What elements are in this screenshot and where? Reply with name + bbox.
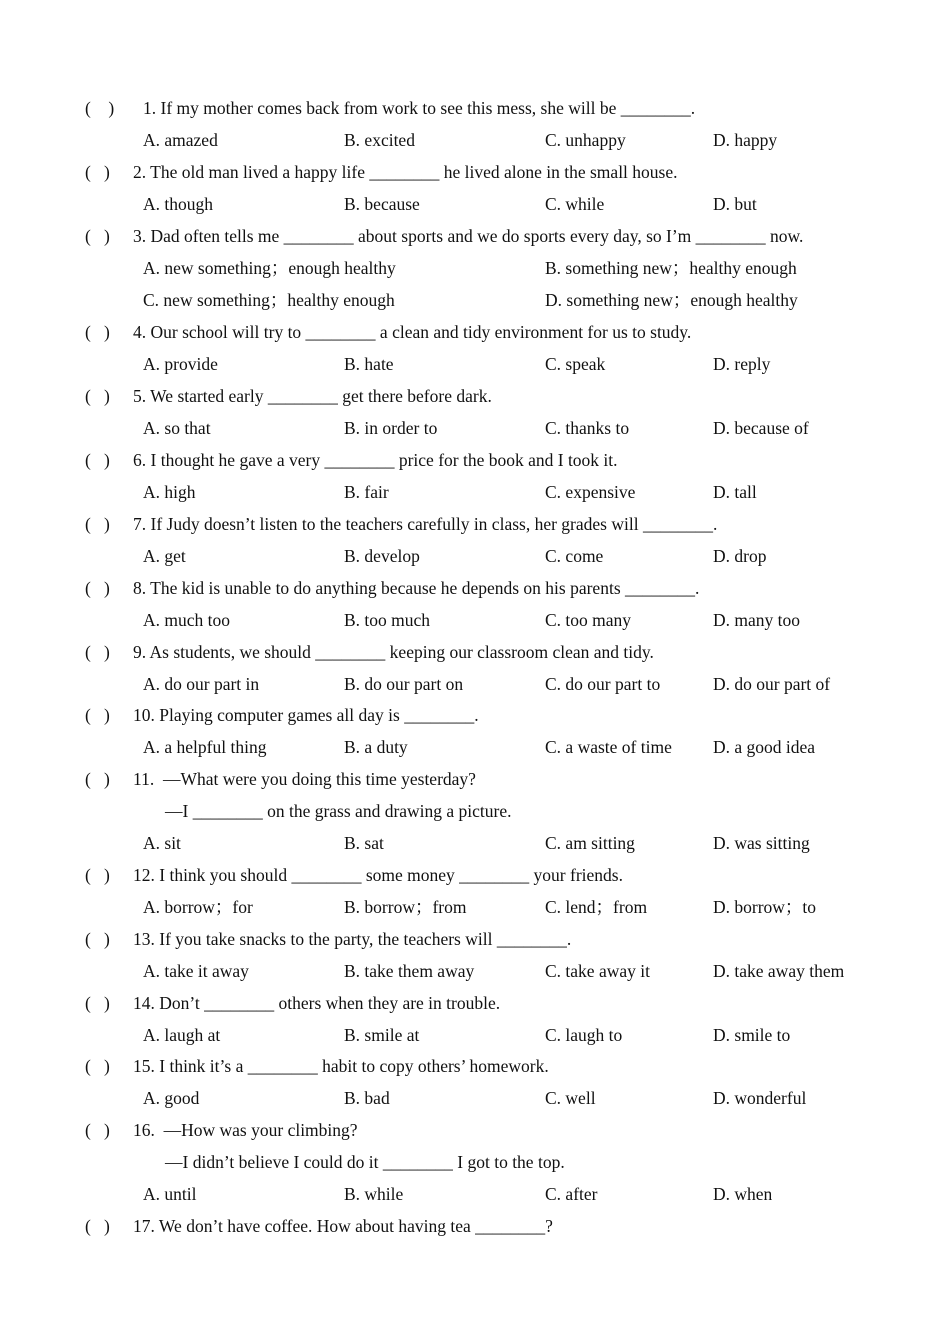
option-d: D. was sitting — [713, 833, 810, 853]
option-b: B. something new；healthy enough — [545, 258, 797, 278]
option-a: A. so that — [143, 418, 211, 438]
question-stem: 4. Our school will try to ________ a clean and tidy environment for us to study. — [133, 322, 692, 342]
option-c: C. after — [545, 1184, 598, 1204]
question-stem: 12. I think you should ________ some money ________ your friends. — [133, 865, 623, 885]
question-stem: 7. If Judy doesn’t listen to the teachers carefully in class, her grades will ________. — [133, 514, 718, 534]
answer-blank: ( ) — [85, 929, 110, 949]
option-b: B. take them away — [344, 961, 475, 981]
option-b: B. smile at — [344, 1025, 420, 1045]
option-d: D. smile to — [713, 1025, 791, 1045]
option-d: D. borrow；to — [713, 897, 817, 917]
question-stem: 5. We started early ________ get there before dark. — [133, 386, 492, 406]
option-d: D. tall — [713, 482, 757, 502]
option-b: B. borrow；from — [344, 897, 467, 917]
question-stem: 11. —What were you doing this time yesterday? — [133, 769, 476, 789]
option-d: D. a good idea — [713, 737, 816, 757]
question-dialogue-reply: —I ________ on the grass and drawing a picture. — [165, 801, 512, 821]
option-a: A. new something；enough healthy — [143, 258, 396, 278]
option-b: B. a duty — [344, 737, 408, 757]
answer-blank: ( ) — [85, 386, 110, 406]
option-d: D. something new；enough healthy — [545, 290, 798, 310]
option-b: B. excited — [344, 130, 415, 150]
option-a: A. sit — [143, 833, 181, 853]
option-a: A. do our part in — [143, 674, 260, 694]
option-a: A. though — [143, 194, 213, 214]
option-c: C. unhappy — [545, 130, 626, 150]
answer-blank: ( ) — [85, 642, 110, 662]
option-b: B. fair — [344, 482, 389, 502]
option-d: D. many too — [713, 610, 801, 630]
option-a: A. laugh at — [143, 1025, 221, 1045]
option-c: C. thanks to — [545, 418, 630, 438]
option-c: C. while — [545, 194, 605, 214]
answer-blank: ( ) — [85, 993, 110, 1013]
question-stem: 16. —How was your climbing? — [133, 1120, 358, 1140]
question-stem: 1. If my mother comes back from work to see this mess, she will be ________. — [143, 98, 696, 118]
option-c: C. too many — [545, 610, 632, 630]
option-c: C. lend；from — [545, 897, 648, 917]
option-b: B. sat — [344, 833, 384, 853]
option-c: C. expensive — [545, 482, 636, 502]
answer-blank: ( ) — [85, 514, 110, 534]
answer-blank: ( ) — [85, 226, 110, 246]
option-c: C. laugh to — [545, 1025, 623, 1045]
option-a: A. provide — [143, 354, 218, 374]
option-c: C. well — [545, 1088, 596, 1108]
answer-blank: ( ) — [85, 162, 110, 182]
option-a: A. much too — [143, 610, 231, 630]
answer-blank: ( ) — [85, 98, 115, 118]
option-d: D. reply — [713, 354, 771, 374]
question-stem: 2. The old man lived a happy life ________ he lived alone in the small house. — [133, 162, 678, 182]
option-b: B. hate — [344, 354, 394, 374]
option-b: B. while — [344, 1184, 404, 1204]
question-stem: 10. Playing computer games all day is ________. — [133, 705, 479, 725]
option-a: A. take it away — [143, 961, 249, 981]
question-stem: 3. Dad often tells me ________ about sports and we do sports every day, so I’m ________ now. — [133, 226, 804, 246]
option-a: A. amazed — [143, 130, 218, 150]
option-a: A. a helpful thing — [143, 737, 267, 757]
option-c: C. speak — [545, 354, 606, 374]
option-b: B. do our part on — [344, 674, 464, 694]
option-c: C. new something；healthy enough — [143, 290, 395, 310]
question-stem: 8. The kid is unable to do anything because he depends on his parents ________. — [133, 578, 700, 598]
option-a: A. high — [143, 482, 196, 502]
question-dialogue-reply: —I didn’t believe I could do it ________ I got to the top. — [165, 1152, 565, 1172]
question-stem: 13. If you take snacks to the party, the teachers will ________. — [133, 929, 572, 949]
question-stem: 14. Don’t ________ others when they are in trouble. — [133, 993, 501, 1013]
option-c: C. take away it — [545, 961, 650, 981]
question-stem: 17. We don’t have coffee. How about having tea ________? — [133, 1216, 553, 1236]
answer-blank: ( ) — [85, 322, 110, 342]
option-b: B. because — [344, 194, 420, 214]
option-a: A. until — [143, 1184, 197, 1204]
option-d: D. when — [713, 1184, 773, 1204]
option-c: C. a waste of time — [545, 737, 672, 757]
answer-blank: ( ) — [85, 578, 110, 598]
question-stem: 9. As students, we should ________ keeping our classroom clean and tidy. — [133, 642, 654, 662]
option-b: B. in order to — [344, 418, 438, 438]
question-stem: 15. I think it’s a ________ habit to copy others’ homework. — [133, 1056, 549, 1076]
option-c: C. am sitting — [545, 833, 635, 853]
option-c: C. do our part to — [545, 674, 661, 694]
option-b: B. bad — [344, 1088, 390, 1108]
option-d: D. drop — [713, 546, 767, 566]
option-d: D. happy — [713, 130, 778, 150]
option-d: D. because of — [713, 418, 809, 438]
answer-blank: ( ) — [85, 705, 110, 725]
option-a: A. borrow；for — [143, 897, 253, 917]
option-d: D. but — [713, 194, 757, 214]
question-stem: 6. I thought he gave a very ________ price for the book and I took it. — [133, 450, 618, 470]
answer-blank: ( ) — [85, 1120, 110, 1140]
option-b: B. too much — [344, 610, 431, 630]
option-a: A. good — [143, 1088, 200, 1108]
answer-blank: ( ) — [85, 865, 110, 885]
option-a: A. get — [143, 546, 186, 566]
answer-blank: ( ) — [85, 450, 110, 470]
answer-blank: ( ) — [85, 1216, 110, 1236]
option-b: B. develop — [344, 546, 420, 566]
option-d: D. take away them — [713, 961, 845, 981]
option-d: D. wonderful — [713, 1088, 807, 1108]
answer-blank: ( ) — [85, 769, 110, 789]
option-d: D. do our part of — [713, 674, 831, 694]
answer-blank: ( ) — [85, 1056, 110, 1076]
option-c: C. come — [545, 546, 604, 566]
